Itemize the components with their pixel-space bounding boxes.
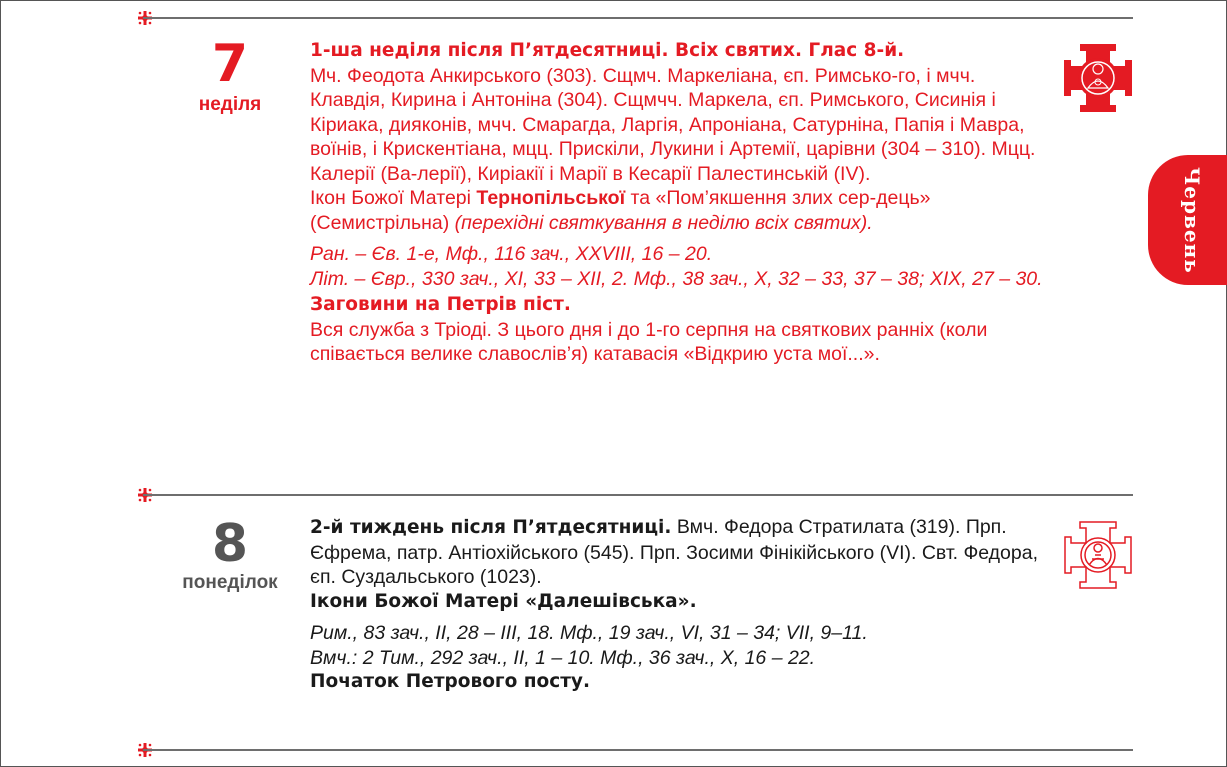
icons-line: Ікони Божої Матері «Далешівська».	[310, 590, 697, 612]
day-heading-line	[310, 515, 1045, 590]
day-entry	[310, 515, 1045, 695]
reading-line: Ран. – Єв. 1-е, Мф., 116 зач., XXVIII, 16 – 20.	[310, 243, 713, 265]
saints-list: Вмч. Федора Стратилата (319). Прп. Єфрема, патр. Антіохійського (545). Прп. Зосими Фінікійського (VI). Свт. Федора, єп. Суздальського (1023).	[310, 516, 1039, 588]
weekday: понеділок	[182, 572, 278, 593]
weekday: неділя	[198, 94, 262, 115]
reading-line: Літ. – Євр., 330 зач., XI, 33 – XII, 2. Мф., 38 зач., X, 32 – 33, 37 – 38; XIX, 27 – 30.	[310, 267, 1043, 290]
day-entry	[310, 39, 1045, 367]
red-filled-cross-icon	[1062, 42, 1134, 114]
icons-note: (перехідні святкування в неділю всіх святих).	[454, 211, 873, 234]
icons-text: та «Пом’якшення злих сер-дець» (Семистрільна)	[310, 187, 931, 234]
fast-start: Початок Петрового посту.	[310, 671, 591, 692]
separator-line	[143, 494, 1133, 496]
service-note: Вся служба з Тріоді. З цього дня і до 1-го серпня на святкових ранніх (коли співається велике славослів’я) катавасія «Відкрию уста мої...».	[310, 318, 988, 365]
separator-line	[143, 749, 1133, 751]
icons-line	[310, 186, 1045, 235]
day-number: 7	[211, 34, 249, 94]
fast-heading: Заговини на Петрів піст.	[310, 294, 571, 315]
day-heading: 1-ша неділя після П’ятдесятниці. Всіх святих. Глас 8-й.	[310, 40, 905, 61]
icons-text: Ікон Божої Матері	[310, 187, 477, 209]
red-outline-cross-icon	[1062, 519, 1134, 591]
month-tab-label: Червень	[1180, 166, 1204, 274]
icon-name-bold: Тернопільської	[476, 187, 626, 209]
day-number: 8	[211, 514, 249, 574]
reading-line: Рим., 83 зач., II, 28 – III, 18. Мф., 19 зач., VI, 31 – 34; VII, 9–11.	[310, 622, 868, 644]
separator-line	[143, 17, 1133, 19]
saints-list: Мч. Феодота Анкирського (303). Сщмч. Маркеліана, єп. Римсько-го, і мчч. Клавдія, Кирина і Антоніна (304). Сщмчч. Маркела, єп. Римського, Сисинія і Кіриака, дияконів, мчч. Смарагда, Ларгія, Апроніана, Сатурніна, Папія і Мавра, воїнів, і Крискентіана, мцц. Прискіли, Лукини і Артемії, царівни (304 – 310). Мцц. Калерії (Ва-лерії), Киріакії і Марії в Кесарії Палестинській (IV).	[310, 64, 1036, 185]
reading-line: Вмч.: 2 Тим., 292 зач., II, 1 – 10. Мф., 36 зач., X, 16 – 22.	[310, 646, 816, 669]
day-heading: 2-й тиждень після П’ятдесятниці.	[310, 517, 672, 538]
